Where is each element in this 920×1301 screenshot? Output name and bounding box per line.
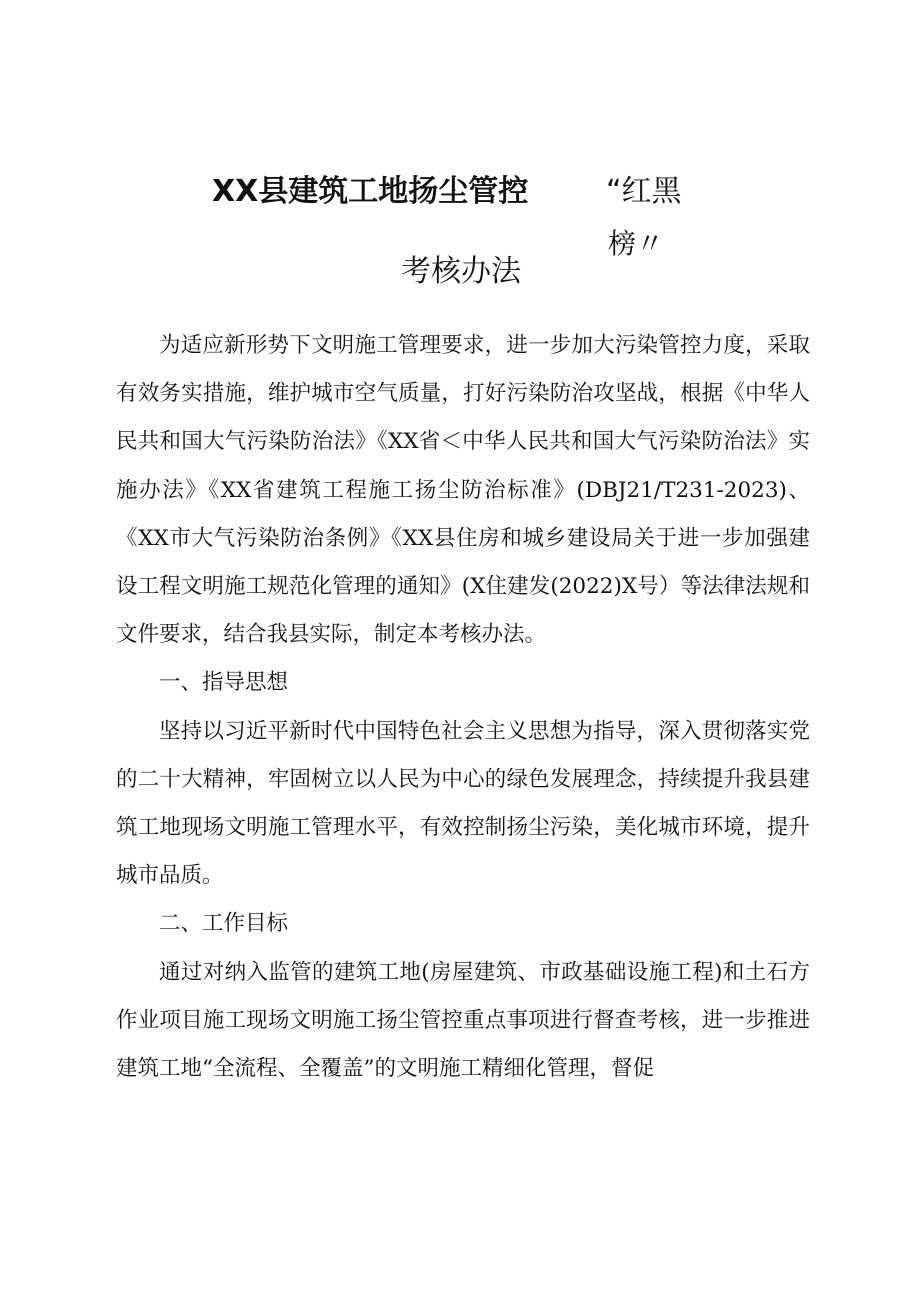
document-title-quote-part2: 榜〃: [608, 227, 665, 260]
document-body: [116, 322, 810, 1093]
document-title-quote-part1: “红黑: [606, 174, 682, 209]
document-title-block: [0, 0, 920, 300]
document-title: XX县建筑工地扬尘管控: [212, 174, 529, 209]
section-heading-guiding-ideology: 一、指导思想: [159, 670, 289, 696]
intro-paragraph: 为适应新形势下文明施工管理要求，进一步加大污染管控力度，采取有效务实措施，维护城市空气质量，打好污染防治攻坚战，根据《中华人民共和国大气污染防治法》《XX省＜中华人民共和国大气污染防治法》实施办法》《XX省建筑工程施工扬尘防治标准》(DBJ21/T231-2023)、《XX市大气污染防治条例》《XX县住房和城乡建设局关于进一步加强建设工程文明施工规范化管理的通知》(X住建发(2022)X号）等法律法规和文件要求，结合我县实际，制定本考核办法。: [116, 333, 810, 648]
guiding-ideology-paragraph: 坚持以习近平新时代中国特色社会主义思想为指导，深入贯彻落实党的二十大精神，牢固树立以人民为中心的绿色发展理念，持续提升我县建筑工地现场文明施工管理水平，有效控制扬尘污染，美化城市环境，提升城市品质。: [116, 718, 810, 889]
document-subtitle: 考核办法: [401, 254, 521, 289]
section-heading-work-goals: 二、工作目标: [159, 911, 289, 937]
work-goals-paragraph: 通过对纳入监管的建筑工地(房屋建筑、市政基础设施工程)和土石方作业项目施工现场文明施工扬尘管控重点事项进行督查考核，进一步推进建筑工地“全流程、全覆盖”的文明施工精细化管理，督促: [116, 959, 810, 1082]
